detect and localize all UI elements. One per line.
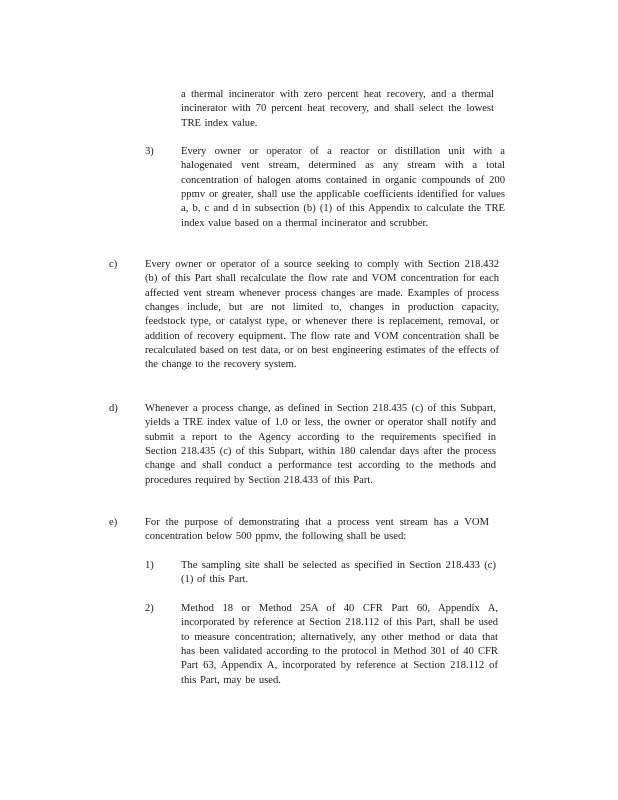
item-e-marker: e): [109, 517, 118, 528]
item-d-paragraph: Whenever a process change, as defined in Section 218.435 (c) of this Subpart, yields a TRE index value of 1.0 or less, the owner or operator shall notify and submit a report to the Agency according to the requirements specified in Section 218.435 (c) of this Subpart, within 180 calendar days after the process change and shall conduct a performance test according to the methods and procedures required by Section 218.433 of this Part.: [145, 403, 496, 486]
continuation-paragraph: a thermal incinerator with zero percent heat recovery, and a thermal incinerator with 70 percent heat recovery, and shall select the lowest TRE index value.: [181, 89, 494, 129]
item-e-paragraph: For the purpose of demonstrating that a process vent stream has a VOM concentration below 500 ppmv, the following shall be used:: [145, 517, 489, 543]
item-e2-paragraph: Method 18 or Method 25A of 40 CFR Part 60, Appendix A, incorporated by reference at Section 218.112 of this Part, shall be used to measure concentration; alternatively, any other method or data that has been validated according to the protocol in Method 301 of 40 CFR Part 63, Appendix A, incorporated by reference at Section 218.112 of this Part, may be used.: [181, 603, 498, 686]
item-c-marker: c): [109, 259, 118, 270]
item-e2-marker: 2): [145, 603, 154, 614]
item-3-paragraph: Every owner or operator of a reactor or distillation unit with a halogenated vent stream, determined as any stream with a total concentration of halogen atoms contained in organic compounds of 200 ppmv or greater, shall use the applicable coefficients identified for values a, b, c and d in subsection (b) (1) of this Appendix to calculate the TRE index value based on a thermal incinerator and scrubber.: [181, 146, 505, 229]
item-d-marker: d): [109, 403, 118, 414]
item-c-paragraph: Every owner or operator of a source seeking to comply with Section 218.432 (b) of this Part shall recalculate the flow rate and VOM concentration for each affected vent stream whenever process changes are made. Examples of process changes include, but are not limited to, changes in production capacity, feedstock type, or catalyst type, or whenever there is replacement, removal, or addition of recovery equipment. The flow rate and VOM concentration shall be recalculated based on test data, or on best engineering estimates of the effects of the change to the recovery system.: [145, 259, 499, 371]
item-e1-marker: 1): [145, 560, 154, 571]
item-3-marker: 3): [145, 146, 154, 157]
item-e1-paragraph: The sampling site shall be selected as specified in Section 218.433 (c) (1) of this Part.: [181, 560, 496, 586]
